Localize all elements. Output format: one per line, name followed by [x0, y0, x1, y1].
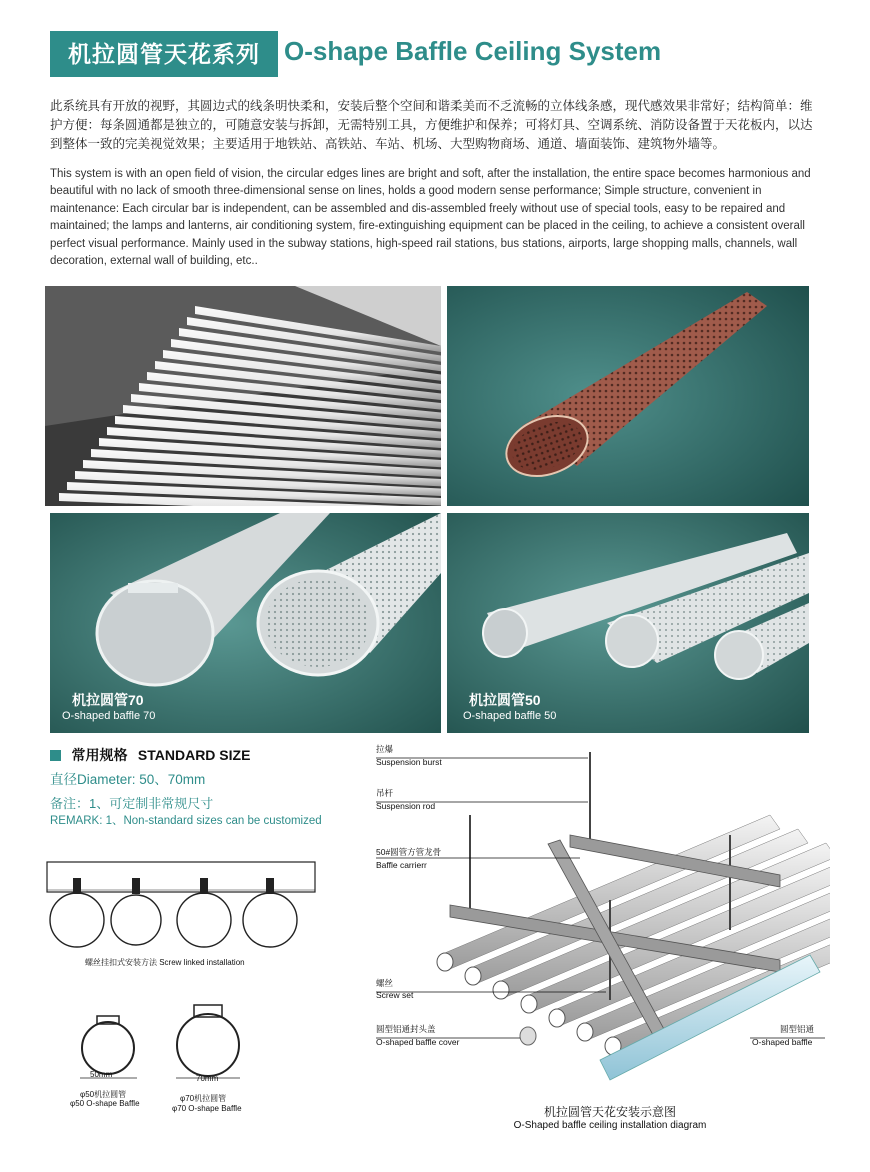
label-burst-cn: 拉爆 [376, 744, 394, 754]
install-title-cn: 机拉圆管天花安装示意图 [543, 1105, 676, 1119]
install-tube-end [577, 1023, 593, 1041]
photo-caption-cn-70: 机拉圆管70 [72, 692, 144, 708]
install-tube-end [521, 995, 537, 1013]
intro-chinese: 此系统具有开放的视野，其圆边式的线条明快柔和，安装后整个空间和谐柔美而不乏流畅的立体线条感，现代感效果非常好；结构简单：维护方便：每条圆通都是独立的，可随意安装与拆卸，无需特别工具，方便维护和保养；可将灯具、空调系统、消防设备置于天花板内，以达到整体一致的完美视觉效果；主要适用于地铁站、高铁站、车站、机场、大型购物商场、通道、墙面装饰、建筑物外墙等。 [50, 99, 813, 151]
dim-70: 70mm [196, 1074, 219, 1083]
diameter-spec: 直径Diameter: 50、70mm [50, 772, 206, 787]
title-en: O-shape Baffle Ceiling System [284, 36, 662, 66]
install-tube-end [437, 953, 453, 971]
install-title-en: O-Shaped baffle ceiling installation diagram [513, 1120, 707, 1131]
install-diagram-title [470, 1103, 750, 1131]
label-cover-cn: 圆型铝通封头盖 [376, 1024, 436, 1034]
label-screw-en: Screw set [376, 990, 414, 1000]
label-rod-en: Suspension rod [376, 801, 436, 811]
size70-en: φ70 O-shape Baffle [172, 1104, 242, 1113]
title-cn-banner: 机拉圆管天花系列 [50, 31, 278, 77]
photo-baffle-70 [50, 513, 441, 733]
size50-en: φ50 O-shape Baffle [70, 1099, 140, 1108]
install-tube-end [549, 1009, 565, 1027]
photo-copper-tube [447, 286, 809, 506]
screw-linked-caption: 螺丝挂扣式安装方法 Screw linked installation [85, 958, 245, 967]
photo-caption-cn-50: 机拉圆管50 [469, 692, 541, 708]
photo-baffle-50 [447, 513, 809, 733]
remark-cn: 备注：1、可定制非常规尺寸 [50, 796, 214, 811]
dim-50: 50mm [90, 1070, 113, 1079]
label-baffle-cn: 圆型铝通 [780, 1024, 815, 1034]
section-70-drawing [170, 1000, 250, 1080]
label-baffle-en: O-shaped baffle [752, 1037, 813, 1047]
photo-caption-en-50: O-shaped baffle 50 [463, 710, 557, 722]
label-burst-en: Suspension burst [376, 757, 442, 767]
label-carrier-cn: 50#圆管方管龙骨 [376, 847, 442, 857]
standard-heading-cn: 常用规格 [71, 747, 128, 763]
size70-cn: φ70机拉圆管 [180, 1094, 227, 1103]
label-cover-en: O-shaped baffle cover [376, 1037, 460, 1047]
standard-size-heading [50, 745, 250, 765]
label-screw-cn: 螺丝 [376, 978, 394, 988]
bullet-square-icon [50, 750, 61, 761]
install-tube-end [465, 967, 481, 985]
label-carrier-en: Baffle carrierr [376, 860, 427, 870]
standard-heading-en: STANDARD SIZE [137, 747, 251, 763]
install-tube-end [493, 981, 509, 999]
intro-english: This system is with an open field of vision, the circular edges lines are bright and soft, after the installation, the entire space becomes harmonious and beautiful with no lack of smooth three-dimensional sense on lines, holds a good modern sense performance; Simple structure, convenient in maintenance: Each circular bar is independent, can be assembled and dis-assembled freely without use of special tools, easy to be repaired and maintained; the lamps and lanterns, air conditioning system, fire-extinguishing equipment can be placed in the ceiling, to achieve a consistent overall perfect visual performance. Mainly used in the subway stations, high-speed rail stations, bus stations, airports, large shopping malls, channels, wall decoration, external wall of building, etc.. [50, 168, 811, 268]
photo-ceiling-perspective [45, 286, 441, 506]
photo-caption-en-70: O-shaped baffle 70 [62, 710, 156, 722]
label-rod-cn: 吊杆 [376, 788, 394, 798]
remark-en: REMARK: 1、Non-standard sizes can be customized [50, 815, 322, 827]
size50-cn: φ50机拉圆管 [80, 1090, 127, 1099]
screw-linked-drawing [45, 860, 320, 960]
